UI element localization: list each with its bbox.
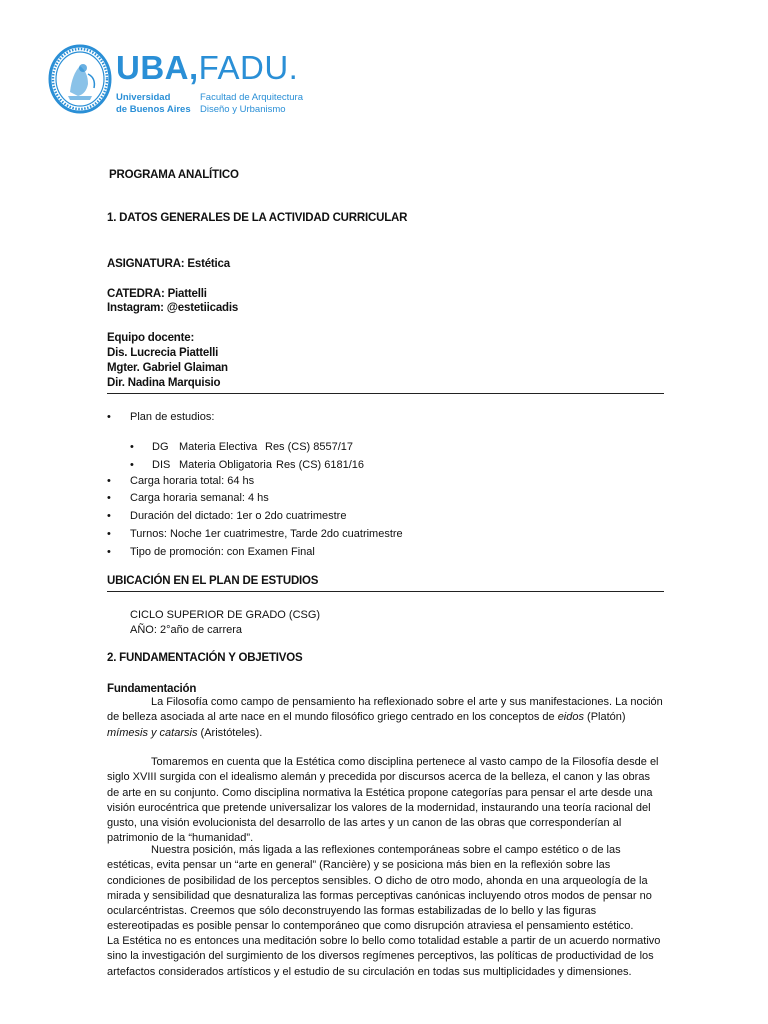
bullet-icon: • bbox=[107, 475, 111, 487]
p1-text-b: (Platón) bbox=[583, 711, 626, 724]
asignatura: ASIGNATURA: Estética bbox=[107, 258, 230, 270]
detail-item bbox=[107, 527, 403, 541]
p2-text: Tomaremos en cuenta que la Estética como disciplina pertenece al vasto campo de la Filosofía desde el siglo XVIII surgida con el idealismo alemán y precedida por discursos acerca de la belleza, el canon y las obras de arte en su conjunto. Como disciplina normativa la Estética propone categorías para pensar el arte desde una visión eurocéntrica que pretende universalizar los valores de la modernidad, instaurando una teoría racional del gusto, una visión evolucionista del desarrollo de las artes y un canon de las obras que corresponderían al patrimonio de la “humanidad”. bbox=[107, 756, 659, 845]
detail-item bbox=[107, 509, 346, 523]
detail-text: Tipo de promoción: con Examen Final bbox=[130, 546, 315, 558]
p1-mimesis: mímesis y catarsis bbox=[107, 726, 198, 739]
bullet-icon: • bbox=[107, 411, 111, 423]
p1-text-c: (Aristóteles). bbox=[197, 726, 263, 739]
detail-item bbox=[107, 474, 254, 488]
paragraph-3 bbox=[107, 843, 663, 935]
section-2-heading: 2. FUNDAMENTACIÓN Y OBJETIVOS bbox=[107, 652, 303, 664]
plan-item bbox=[130, 458, 364, 472]
equipo-member: Dir. Nadina Marquisio bbox=[107, 377, 221, 389]
paragraph-2 bbox=[107, 755, 663, 847]
p1-eidos: eidos bbox=[557, 711, 584, 724]
document-title: PROGRAMA ANALÍTICO bbox=[109, 169, 239, 181]
detail-item bbox=[107, 545, 315, 559]
university-line-2: de Buenos Aires bbox=[116, 104, 191, 115]
equipo-label: Equipo docente: bbox=[107, 332, 195, 344]
paragraph-1 bbox=[107, 695, 663, 741]
instagram: Instagram: @estetiicadis bbox=[107, 302, 239, 314]
brand-block bbox=[116, 49, 303, 115]
bullet-icon: • bbox=[107, 492, 111, 504]
university-line-1: Universidad bbox=[116, 92, 171, 103]
plan-res: Res (CS) 8557/17 bbox=[265, 441, 354, 453]
plan-career: DG bbox=[152, 441, 169, 453]
bullet-icon: • bbox=[130, 441, 134, 453]
paragraph-4: La Estética no es entonces una meditación sobre lo bello como totalidad estable a partir de un acuerdo normativo sino la investigación del surgimiento de los diversos regímenes perceptivos, las políticas de productividad de los artefactos considerados artísticos y el estudio de su circulación en todas sus multiplicidades y dimensiones. bbox=[107, 935, 661, 978]
uba-seal-logo bbox=[48, 44, 112, 114]
faculty-name bbox=[200, 92, 303, 116]
detail-text: Turnos: Noche 1er cuatrimestre, Tarde 2do cuatrimestre bbox=[130, 528, 403, 540]
faculty-line-1: Facultad de Arquitectura bbox=[200, 92, 303, 103]
equipo-member: Dis. Lucrecia Piattelli bbox=[107, 347, 219, 359]
plan-career: DIS bbox=[152, 459, 171, 471]
plan-item bbox=[130, 440, 353, 454]
brand-name bbox=[116, 50, 298, 86]
bullet-icon: • bbox=[107, 510, 111, 522]
ubicacion-heading: UBICACIÓN EN EL PLAN DE ESTUDIOS bbox=[107, 575, 319, 587]
detail-text: Duración del dictado: 1er o 2do cuatrimestre bbox=[130, 510, 347, 522]
plan-res: Res (CS) 6181/16 bbox=[276, 459, 365, 471]
plan-type: Materia Electiva bbox=[179, 441, 258, 453]
fundamentacion-label: Fundamentación bbox=[107, 683, 197, 695]
university-name bbox=[116, 92, 191, 116]
brand-uba: UBA, bbox=[116, 49, 199, 86]
detail-item bbox=[107, 491, 269, 505]
bullet-icon: • bbox=[107, 528, 111, 540]
catedra: CATEDRA: Piattelli bbox=[107, 288, 207, 300]
bullet-plan bbox=[107, 410, 214, 424]
divider bbox=[107, 591, 664, 592]
plan-type: Materia Obligatoria bbox=[179, 459, 272, 471]
brand-fadu: FADU. bbox=[198, 49, 299, 86]
detail-text: Carga horaria semanal: 4 hs bbox=[130, 492, 269, 504]
bullet-icon: • bbox=[107, 546, 111, 558]
anio: AÑO: 2°año de carrera bbox=[130, 624, 243, 636]
equipo-member: Mgter. Gabriel Glaiman bbox=[107, 362, 228, 374]
divider bbox=[107, 393, 664, 394]
faculty-line-2: Diseño y Urbanismo bbox=[200, 104, 286, 115]
section-1-heading: 1. DATOS GENERALES DE LA ACTIVIDAD CURRICULAR bbox=[107, 212, 408, 224]
ciclo: CICLO SUPERIOR DE GRADO (CSG) bbox=[130, 609, 321, 621]
plan-label: Plan de estudios: bbox=[130, 411, 215, 423]
detail-text: Carga horaria total: 64 hs bbox=[130, 475, 255, 487]
p3-text: Nuestra posición, más ligada a las reflexiones contemporáneas sobre el campo estético o de las estéticas, evita pensar un “arte en general” (Rancière) y se posiciona más bien en la reflexión sobre las condiciones de posibilidad de los perceptos sensibles. O dicho de otro modo, ahonda en una arqueología de la mirada y sensibilidad que desnaturaliza las formas perceptivas canónicas incluyendo otros modos de pensar no ocularcéntristas. Creemos que sólo deconstruyendo las formas estabilizadas de lo bello y las figuras estereotipadas es posible pensar lo contemporáneo que como disrupción atraviesa el pensamiento estético. bbox=[107, 844, 652, 933]
p1-text-a: La Filosofía como campo de pensamiento ha reflexionado sobre el arte y sus manifestaciones. La noción de belleza asociada al arte nace en el mundo filosófico griego centrado en los conceptos de bbox=[107, 696, 663, 724]
bullet-icon: • bbox=[130, 459, 134, 471]
